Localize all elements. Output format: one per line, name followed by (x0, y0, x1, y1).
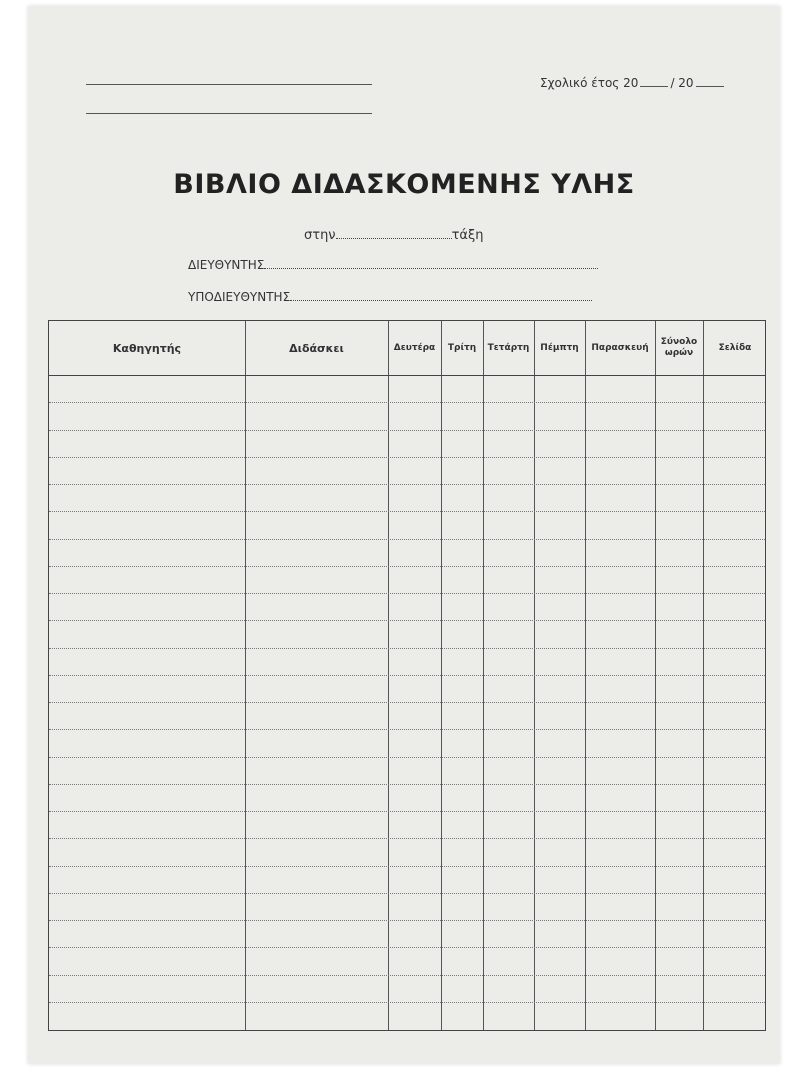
table-row-line (49, 757, 765, 758)
table-row-line (49, 729, 765, 730)
director-blank (264, 257, 598, 269)
col-header-teaches: Διδάσκει (289, 341, 344, 355)
school-year-blank-1 (640, 76, 668, 87)
table-row-line (49, 838, 765, 839)
director-label: ΔΙΕΥΘΥΝΤΗΣ (188, 258, 265, 272)
header-divider (49, 375, 765, 376)
table-row-line (49, 402, 765, 403)
col-header-friday: Παρασκευή (591, 342, 649, 353)
grade-field (304, 226, 483, 243)
deputy-director-field (188, 289, 592, 304)
table-row-line (49, 784, 765, 785)
col-header-teacher: Καθηγητής (112, 341, 182, 355)
table-row-line (49, 702, 765, 703)
table-row-line (49, 866, 765, 867)
school-year-label: Σχολικό έτος 20 (540, 76, 639, 90)
table-row-line (49, 975, 765, 976)
grade-prefix: στην (304, 228, 336, 243)
header-blank-line-2 (86, 113, 372, 114)
deputy-director-label: ΥΠΟΔΙΕΥΘΥΝΤΗΣ (188, 290, 291, 304)
deputy-director-blank (290, 289, 592, 301)
table-row-line (49, 675, 765, 676)
school-year-separator: / 20 (670, 76, 694, 90)
table-row-line (49, 947, 765, 948)
table-row-line (49, 811, 765, 812)
director-field (188, 257, 598, 272)
grade-blank (336, 226, 452, 239)
header-blank-line-1 (86, 84, 372, 85)
col-header-wednesday: Τετάρτη (487, 342, 530, 353)
col-header-monday: Δευτέρα (393, 342, 436, 353)
table-row-line (49, 566, 765, 567)
table-row-line (49, 893, 765, 894)
col-header-total-hours: Σύνολο ωρών (660, 337, 698, 358)
form-sheet (28, 6, 780, 1064)
table-row-line (49, 593, 765, 594)
table-row-line (49, 511, 765, 512)
subject-matter-table (48, 320, 766, 1031)
grade-suffix: τάξη (451, 228, 484, 243)
table-row-line (49, 484, 765, 485)
table-row-line (49, 1002, 765, 1003)
table-row-line (49, 648, 765, 649)
col-header-thursday: Πέμπτη (540, 342, 579, 353)
table-row-line (49, 539, 765, 540)
table-row-line (49, 620, 765, 621)
col-header-tuesday: Τρίτη (447, 342, 477, 353)
page-title: ΒΙΒΛΙΟ ΔΙΔΑΣΚΟΜΕΝΗΣ ΥΛΗΣ (173, 169, 635, 200)
table-row-line (49, 457, 765, 458)
col-header-page: Σελίδα (718, 342, 752, 353)
table-row-line (49, 920, 765, 921)
table-row-line (49, 430, 765, 431)
school-year (540, 76, 726, 90)
school-year-blank-2 (696, 76, 724, 87)
